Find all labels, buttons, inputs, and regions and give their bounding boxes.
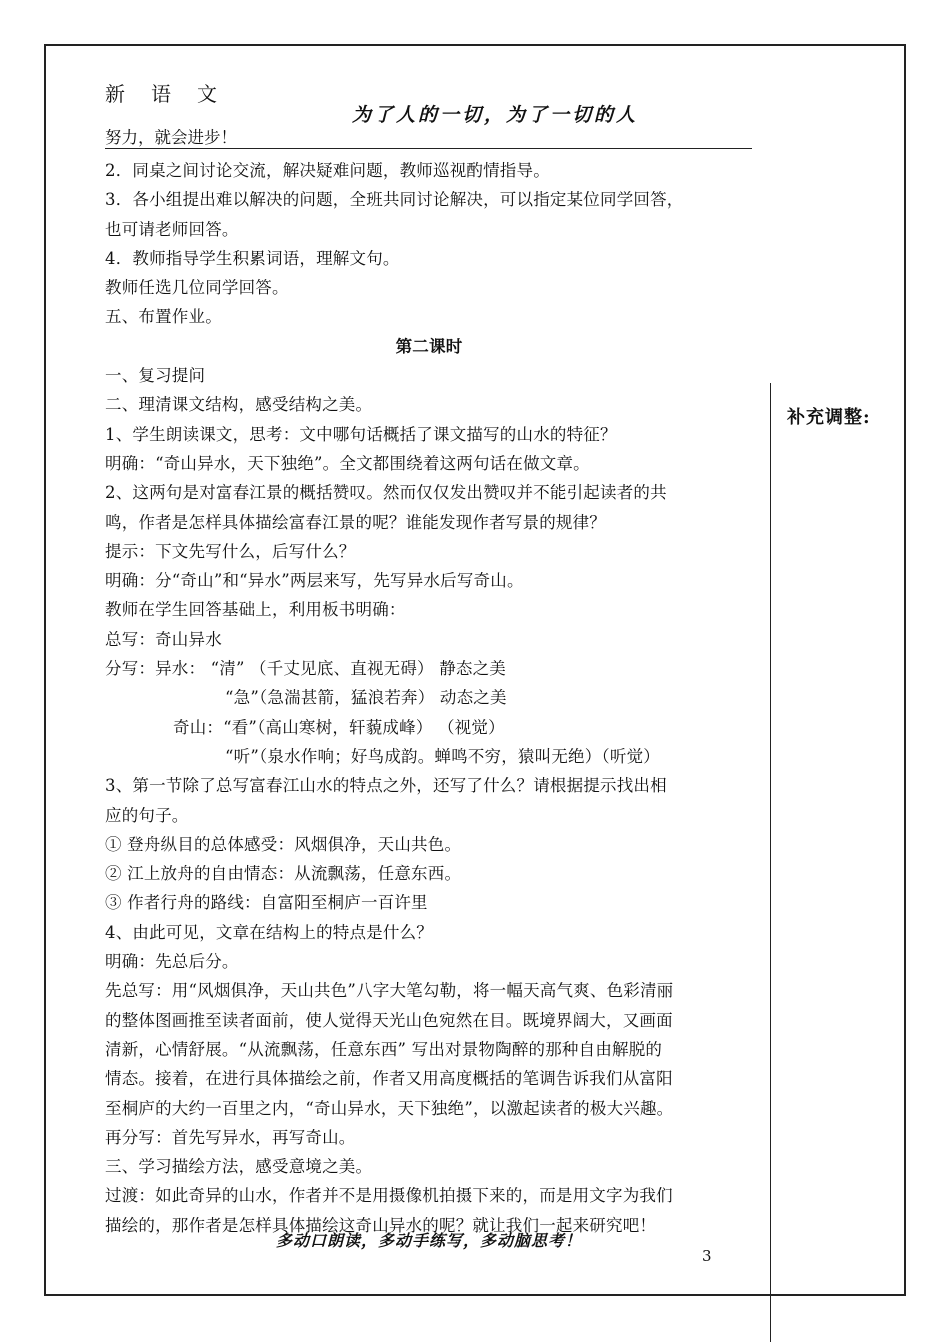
body-line: 2．同桌之间讨论交流，解决疑难问题，教师巡视酌情指导。 xyxy=(105,161,550,180)
body-line: 教师任选几位同学回答。 xyxy=(105,278,289,298)
body-line: 1、学生朗读课文，思考：文中哪句话概括了课文描写的山水的特征？ xyxy=(105,424,617,444)
body-line: ③ 作者行舟的路线：自富阳至桐庐一百许里 xyxy=(105,893,428,913)
body-line: 也可请老师回答。 xyxy=(105,219,239,239)
body-line: 再分写：首先写异水，再写奇山。 xyxy=(105,1127,356,1147)
footer-slogan: 多动口朗读，多动手练写，多动脑思考！ xyxy=(275,1231,582,1250)
header-rule xyxy=(105,148,752,149)
supplement-adjust-label: 补充调整: xyxy=(787,407,871,428)
body-line: 情态。接着，在进行具体描绘之前，作者又用高度概括的笔调告诉我们从富阳 xyxy=(105,1069,673,1089)
body-line: 五、布置作业。 xyxy=(105,307,222,327)
header-slogan: 为了人的一切，为了一切的人 xyxy=(352,104,639,126)
body-line: 4．教师指导学生积累词语，理解文句。 xyxy=(105,248,400,268)
margin-column-divider xyxy=(770,383,771,1342)
body-line: ② 江上放舟的自由情态：从流飘荡，任意东西。 xyxy=(105,864,462,884)
header-school-name: 新语文 xyxy=(105,82,243,106)
body-line: 过渡：如此奇异的山水，作者并不是用摄像机拍摄下来的，而是用文字为我们 xyxy=(105,1186,673,1206)
body-line: 一、复习提问 xyxy=(105,366,206,386)
body-line: 3．各小组提出难以解决的问题，全班共同讨论解决，可以指定某位同学回答， xyxy=(105,190,684,210)
body-line: 总写：奇山异水 xyxy=(105,629,222,649)
body-line: 鸣，作者是怎样具体描绘富春江景的呢？谁能发现作者写景的规律？ xyxy=(105,512,606,532)
body-line: ① 登舟纵目的总体感受：风烟俱净，天山共色。 xyxy=(105,834,462,854)
body-line: 先总写：用“风烟俱净，天山共色”八字大笔勾勒，将一幅天高气爽、色彩清丽 xyxy=(105,981,674,1001)
body-line: 4、由此可见，文章在结构上的特点是什么？ xyxy=(105,922,433,942)
board-outline-line: “急”（急湍甚箭，猛浪若奔） 动态之美 xyxy=(225,688,507,708)
body-line: 明确：先总后分。 xyxy=(105,952,239,972)
body-line: 三、学习描绘方法，感受意境之美。 xyxy=(105,1157,373,1177)
body-line: 明确：“奇山异水，天下独绝”。全文都围绕着这两句话在做文章。 xyxy=(105,453,590,473)
header-motto: 努力，就会进步！ xyxy=(105,128,237,147)
body-line: 描绘的，那作者是怎样具体描绘这奇山异水的呢？就让我们一起来研究吧！ xyxy=(105,1215,657,1235)
body-line: 3、第一节除了总写富春江山水的特点之外，还写了什么？请根据提示找出相 xyxy=(105,776,667,796)
body-line: 至桐庐的大约一百里之内，“奇山异水，天下独绝”，以激起读者的极大兴趣。 xyxy=(105,1098,674,1118)
section-title: 第二课时 xyxy=(395,336,463,356)
body-line: 教师在学生回答基础上，利用板书明确： xyxy=(105,600,406,620)
body-line: 二、理清课文结构，感受结构之美。 xyxy=(105,395,373,415)
body-line: 2、这两句是对富春江景的概括赞叹。然而仅仅发出赞叹并不能引起读者的共 xyxy=(105,483,667,503)
body-line: 的整体图画推至读者面前，使人觉得天光山色宛然在目。既境界阔大，又画面 xyxy=(105,1010,673,1030)
body-line: 提示：下文先写什么，后写什么？ xyxy=(105,541,356,561)
board-outline-line: 奇山：“看”（高山寒树，轩藐成峰） （视觉） xyxy=(173,717,505,737)
board-outline-line: 分写：异水： “清” （千丈见底、直视无碍） 静态之美 xyxy=(105,659,507,679)
lesson-body xyxy=(105,156,753,1240)
body-line: 明确：分“奇山”和“异水”两层来写，先写异水后写奇山。 xyxy=(105,571,524,591)
body-line: 应的句子。 xyxy=(105,805,189,825)
body-line: 清新，心情舒展。“从流飘荡，任意东西” 写出对景物陶醉的那种自由解脱的 xyxy=(105,1039,663,1059)
board-outline-line: “听”（泉水作响；好鸟成韵。蝉鸣不穷，猿叫无绝）（听觉） xyxy=(225,746,660,766)
page-number: 3 xyxy=(702,1247,712,1265)
